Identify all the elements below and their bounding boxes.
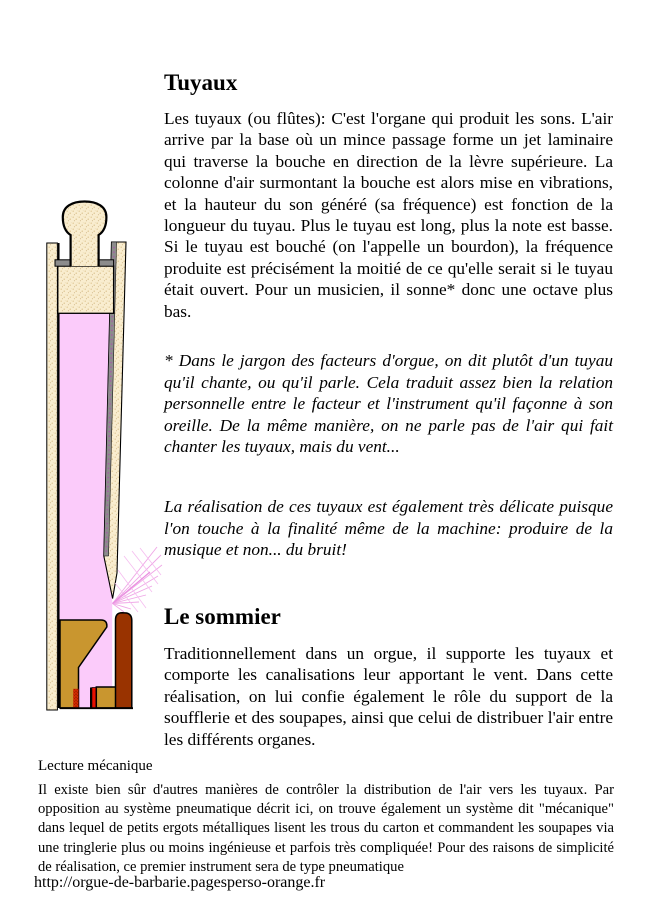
sommier-paragraph: Traditionnellement dans un orgue, il supporte les tuyaux et comporte les canalisations leur apportant le vent. Dans cette réalisation, on lui confie également le rôle du support de la soufflerie et des soupapes, ainsi que celui de distribuer l'air entre les différents organes. <box>164 644 613 749</box>
stopper-plate-right <box>99 260 114 266</box>
pipe-stopper <box>55 202 114 314</box>
tuyaux-footnote: * Dans le jargon des facteurs d'orgue, on dit plutôt d'un tuyau qu'il chante, ou qu'il parle. Cela traduit assez bien la relation personnelle entre le facteur et l'instrument qu'il façonne à son oreille. De la même manière, on ne parle pas de l'air qui fait chanter les tuyaux, mais du vent... <box>164 351 613 457</box>
stopper-block <box>58 266 114 313</box>
tuyaux-note: La réalisation de ces tuyaux est également très délicate puisque l'on touche à la finalité même de la machine: produire de la musique et non... du bruit! <box>164 497 613 560</box>
stopper-plate-left <box>55 260 71 266</box>
organ-pipe-diagram <box>40 196 166 713</box>
source-url: http://orgue-de-barbarie.pagesperso-orange.fr <box>34 874 326 891</box>
air-jet-spray <box>113 547 163 612</box>
section-heading-sommier: Le sommier <box>164 604 281 629</box>
lecture-mecanique-label: Lecture mécanique <box>38 758 153 774</box>
lecture-mecanique-paragraph: Il existe bien sûr d'autres manières de contrôler la distribution de l'air vers les tuyaux. Par opposition au système pneumatique décrit ici, on trouve également un système dit "mécanique" dans lequel de petits ergots métalliques lisent les trous du carton et commandent les soupapes via une tringlerie plus ou moins ingénieuse et parfois très compliquée! Pour des raisons de simplicité de réalisation, ce premier instrument sera de type pneumatique <box>38 782 614 875</box>
valve-red-seal-left <box>73 689 78 708</box>
pipe-left-wall <box>47 243 59 710</box>
stopper-knob <box>63 202 107 267</box>
foot-center-block <box>96 687 116 708</box>
section-heading-tuyaux: Tuyaux <box>164 70 238 95</box>
foot-upper-lip-block <box>116 613 132 708</box>
tuyaux-paragraph: Les tuyaux (ou flûtes): C'est l'organe qui produit les sons. L'air arrive par la base où un mince passage forme un jet laminaire qui traverse la bouche en direction de la lèvre supérieure. La colonne d'air surmontant la bouche est alors mise en vibrations, et la hauteur du son généré (sa fréquence) est fonction de la longueur du tuyau. Plus le tuyau est long, plus la note est basse. Si le tuyau est bouché (on l'appelle un bourdon), la fréquence produite est précisément la moitié de ce qu'elle serait si le tuyau était ouvert. Pour un musicien, il sonne* donc une octave plus bas. <box>164 109 613 321</box>
